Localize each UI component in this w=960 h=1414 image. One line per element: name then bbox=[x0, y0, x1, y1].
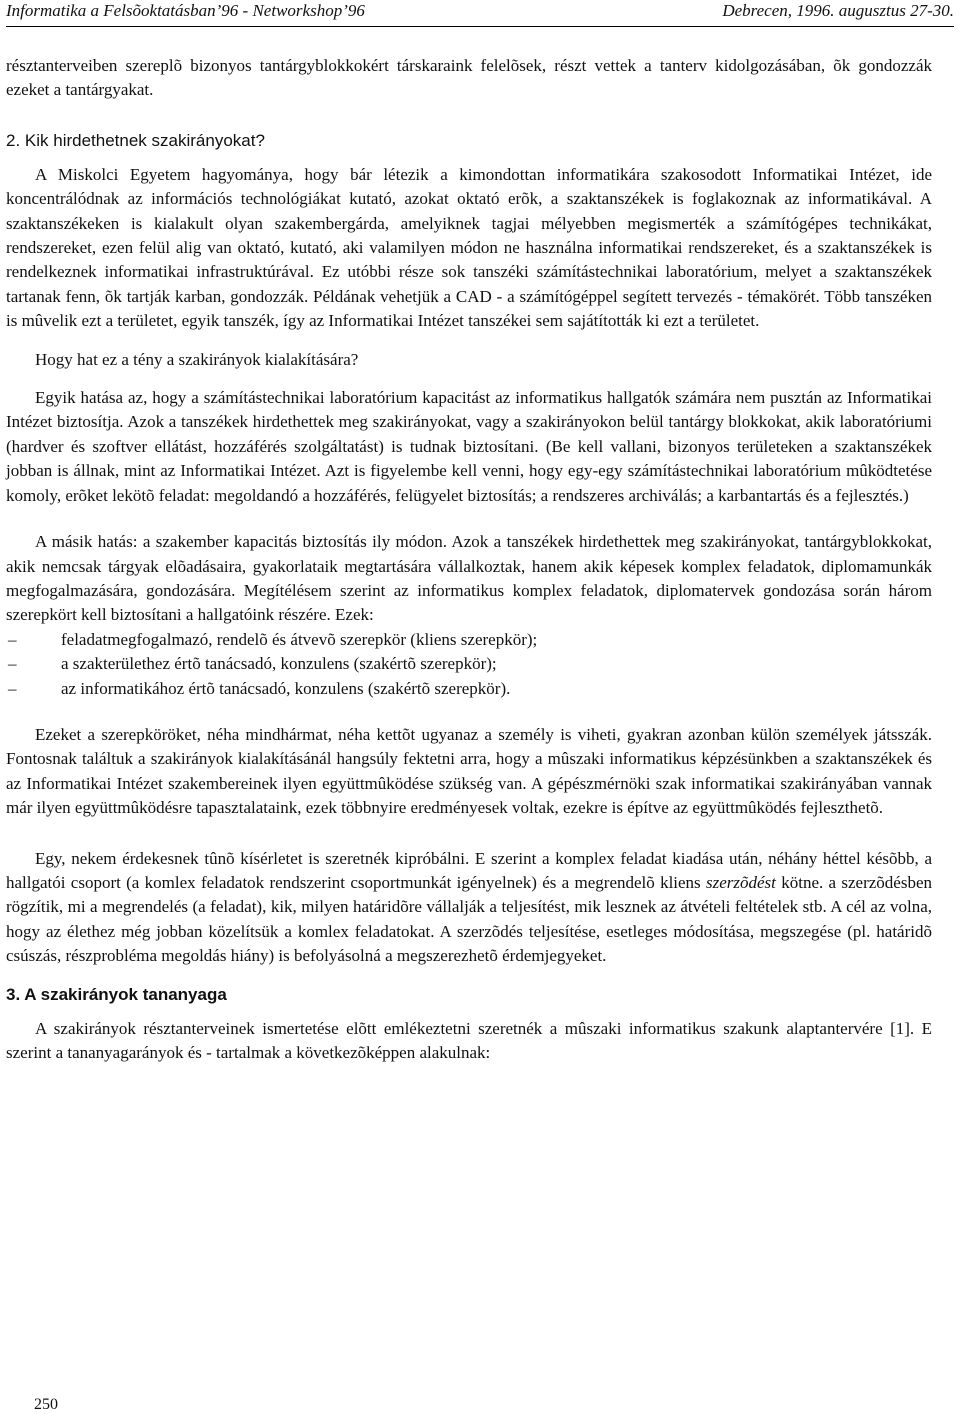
page-number: 250 bbox=[34, 1396, 58, 1413]
section-2-heading: 2. Kik hirdethetnek szakirányokat? bbox=[6, 130, 265, 150]
header-right: Debrecen, 1996. augusztus 27-30. bbox=[722, 1, 954, 20]
list-item bbox=[6, 628, 932, 652]
list-item-text: az informatikához értõ tanácsadó, konzulens (szakértõ szerepkör). bbox=[61, 678, 511, 698]
page-body bbox=[6, 54, 932, 1065]
list-item-text: feladatmegfogalmazó, rendelõ és átvevõ szerepkör (kliens szerepkör); bbox=[61, 629, 538, 649]
paragraph-1: A Miskolci Egyetem hagyománya, hogy bár létezik a kimondottan informatikára szakosodott Informatikai Intézet, ide koncentrálódnak az információs technológiákat kutató, azokat oktató erõk, a szaktanszékek is foglakoznak az informatikával. A szaktanszékeken is kialakult olyan szakembergárda, amelyiknek tagjai mélyebben megismerték a számítógépes technikákat, rendszereket, ezen felül alig van oktató, kutató, aki valamilyen módon ne használna informatikai rendszereket, és a szaktanszékek is rendelkeznek informatikai infrastruktúrával. Ez utóbbi része sok tanszéki számítástechnikai laboratórium, melyet a szaktanszékek tartanak fenn, õk tartják karban, gondozzák. Példának vehetjük a CAD - a számítógéppel segített tervezés - témakörét. Több tanszéken is mûvelik ezt a területet, egyik tanszék, így az Informatikai Intézet tanszékei sem sajátították ki ezt a területet. bbox=[6, 164, 932, 331]
dash-bullet: – bbox=[8, 629, 17, 649]
dash-bullet: – bbox=[8, 678, 17, 698]
intro-paragraph: résztanterveiben szereplõ bizonyos tantárgyblokkokért társkaraink felelõsek, részt vettek a tanterv kidolgozásában, õk gondozzák ezeket a tantárgyakat. bbox=[6, 56, 932, 100]
section-3-heading: 3. A szakirányok tananyaga bbox=[6, 984, 227, 1004]
paragraph-5-text-a: Egy, nekem érdekesnek tûnõ kísérletet is szeretnék kipróbálni. E szerint a komplex feladat kiadása után, néhány héttel késõbb, a hallgatói csoport (a komlex feladatok rendszerint csoportmunkát igényelnek) és a megrendelõ kliens bbox=[6, 848, 932, 892]
paragraph-5-text-b: kötne. a szerzõdésben rögzítik, mi a megrendelés (a feladat), kik, milyen határidõre vállalják a teljesítést, mik lesznek az átvételi feltételek stb. A cél az volna, hogy az élethez még jobban közelítsük a komlex feladatokat. A szerzõdés teljesítése, esetleges módosítása, megszegése (pl. határidõ csúszás, részprobléma megoldás hiány) is befolyásolná a megszerezhetõ érdemjegyeket. bbox=[6, 872, 933, 966]
paragraph-4: Ezeket a szerepköröket, néha mindhármat, néha kettõt ugyanaz a személy is viheti, gyakran azonban külön személyek játsszák. Fontosnak találtuk a szakirányok kialakításánál hangsúly fektetni arra, hogy a mûszaki informatikus képzésünkben a szaktanszékek és az Informatikai Intézet szakembereinek ilyen együttmûködése szükség van. A gépészmérnöki szak informatikai szakirányában vannak már ilyen együttmûködésre tapasztalataink, ezek többnyire eredményesek voltak, ezekre is építve az együttmûködés fejleszthetõ. bbox=[6, 724, 932, 818]
roles-list bbox=[6, 628, 932, 701]
list-item bbox=[6, 677, 932, 701]
dash-bullet: – bbox=[8, 654, 17, 674]
paragraph-2: Egyik hatása az, hogy a számítástechnikai laboratórium kapacitást az informatikus hallgatók számára nem pusztán az Informatikai Intézet biztosítja. Azok a tanszékek hirdethettek meg szakirányokat, vagy a szakirányokon belül tantárgy blokkokat, akik laboratóriumi (hardver és szoftver ellátást, hozzáférés szolgáltatást) is tudnak biztosítani. (Be kell vallani, bizonyos területeken a szaktanszékek jobban is állnak, mint az Informatikai Intézet. Azt is figyelembe kell venni, hogy egy-egy számítástechnikai laboratórium mûködtetése komoly, erõket lekötõ feladat: megoldandó a hozzáférés, felügyelet biztosítás; a rendszeres archiválás; a karbantartás és a fejlesztés.) bbox=[6, 388, 932, 505]
header-left: Informatika a Felsõoktatásban’96 - Networkshop’96 bbox=[6, 1, 365, 20]
paragraph-5-emphasis: szerzõdést bbox=[706, 872, 776, 892]
paragraph-5 bbox=[6, 847, 932, 969]
list-item bbox=[6, 652, 932, 676]
list-item-text: a szakterülethez értõ tanácsadó, konzulens (szakértõ szerepkör); bbox=[61, 654, 497, 674]
paragraph-6: A szakirányok résztanterveinek ismertetése elõtt emlékeztetni szeretnék a mûszaki informatikus szakunk alaptantervére [1]. E szerint a tananyagarányok és - tartalmak a következõképpen alakulnak: bbox=[6, 1018, 932, 1062]
question-paragraph: Hogy hat ez a tény a szakirányok kialakítására? bbox=[35, 349, 359, 369]
running-header bbox=[6, 0, 954, 27]
paragraph-3: A másik hatás: a szakember kapacitás biztosítás ily módon. Azok a tanszékek hirdethettek meg szakirányokat, tantárgyblokkokat, akik nemcsak tárgyak elõadásaira, gyakorlataik megtartására vállalkoztak, hanem akik képesek komplex feladatok, diplomamunkák megfogalmazására, gondozására. Megítélésem szerint az informatikus komplex feladatok, diplomatervek gondozása során három szerepkört kell biztosítani a hallgatóink részére. Ezek: bbox=[6, 532, 932, 625]
